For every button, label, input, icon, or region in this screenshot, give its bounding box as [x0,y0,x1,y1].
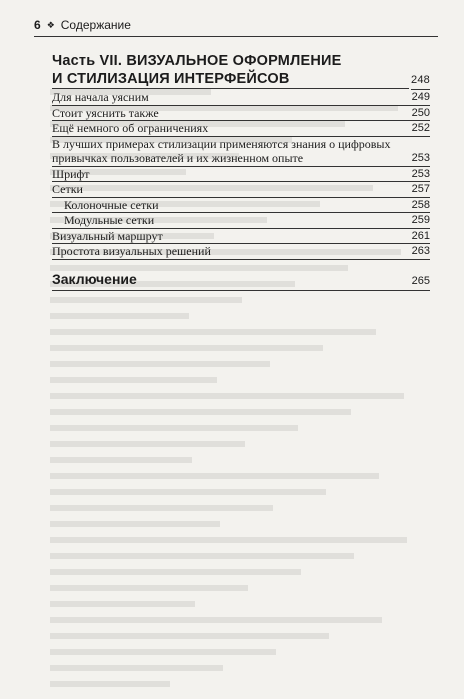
show-through-line [50,546,460,562]
show-through-line [50,466,460,482]
toc-entry[interactable] [52,121,430,137]
toc-entry-page: 263 [411,245,430,257]
toc-entry-page: 258 [411,198,430,211]
show-through-line [50,450,460,466]
toc-subentry[interactable] [52,198,430,214]
show-through-line [50,322,460,338]
show-through-line [50,306,460,322]
conclusion-page: 265 [411,274,430,287]
toc-entry-title: Ещё немного об ограничениях [52,121,209,135]
show-through-line [50,642,460,658]
show-through-line [50,290,460,306]
show-through-line [50,354,460,370]
part-heading[interactable] [52,52,430,90]
part-title-line-1: Часть VII. ВИЗУАЛЬНОЕ ОФОРМЛЕНИЕ [52,53,342,69]
toc-entry-page: 257 [411,183,430,195]
show-through-line [50,674,460,690]
toc-entry-page: 261 [411,229,430,242]
toc-entry-page: 249 [411,91,430,103]
show-through-line [50,498,460,514]
running-header [34,18,438,32]
toc-entry-title: Сетки [52,182,83,196]
ornament-icon: ❖ [46,19,55,30]
toc-entry-title: Колоночные сетки [64,197,159,212]
part-page-number: 248 [411,71,430,90]
conclusion-entry[interactable] [52,270,430,291]
show-through-line [50,562,460,578]
running-header-title: Содержание [60,18,131,32]
toc-entry-title: Для начала уясним [52,90,149,104]
show-through-line [50,514,460,530]
toc-entry-title: Простота визуальных решений [52,244,211,258]
show-through-line [50,594,460,610]
toc-entry-title: Стоит уяснить также [52,105,159,120]
show-through-line [50,530,460,546]
toc-entry-title: Шрифт [52,166,90,181]
toc-entry[interactable] [52,137,430,167]
table-of-contents [52,52,430,291]
toc-entry-title: В лучших примерах стилизации применяются знания о цифровых привычках пользователей и их жизненном опыте [52,136,391,165]
toc-subentry[interactable] [52,213,430,229]
show-through-line [50,434,460,450]
part-title-line-2: И СТИЛИЗАЦИЯ ИНТЕРФЕЙСОВ [52,70,409,89]
toc-entry-page: 253 [411,167,430,180]
toc-entry-page: 252 [411,122,430,134]
toc-entry[interactable] [52,244,430,260]
header-rule [34,36,438,37]
toc-entry-title: Модульные сетки [64,213,155,227]
show-through-line [50,482,460,498]
toc-entry[interactable] [52,90,430,106]
show-through-line [50,402,460,418]
toc-entry-title: Визуальный маршрут [52,228,163,243]
toc-entry-page: 253 [411,152,430,164]
show-through-line [50,626,460,642]
toc-entry-page: 259 [411,214,430,226]
toc-entry[interactable] [52,229,430,245]
toc-entry[interactable] [52,106,430,122]
show-through-line [50,386,460,402]
show-through-line [50,338,460,354]
toc-entry[interactable] [52,167,430,183]
page-number: 6 [34,18,41,32]
show-through-line [50,418,460,434]
toc-entry-page: 250 [411,106,430,119]
toc-entry[interactable] [52,182,430,198]
show-through-line [50,610,460,626]
show-through-line [50,370,460,386]
show-through-line [50,578,460,594]
show-through-line [50,658,460,674]
conclusion-title: Заключение [52,270,137,287]
